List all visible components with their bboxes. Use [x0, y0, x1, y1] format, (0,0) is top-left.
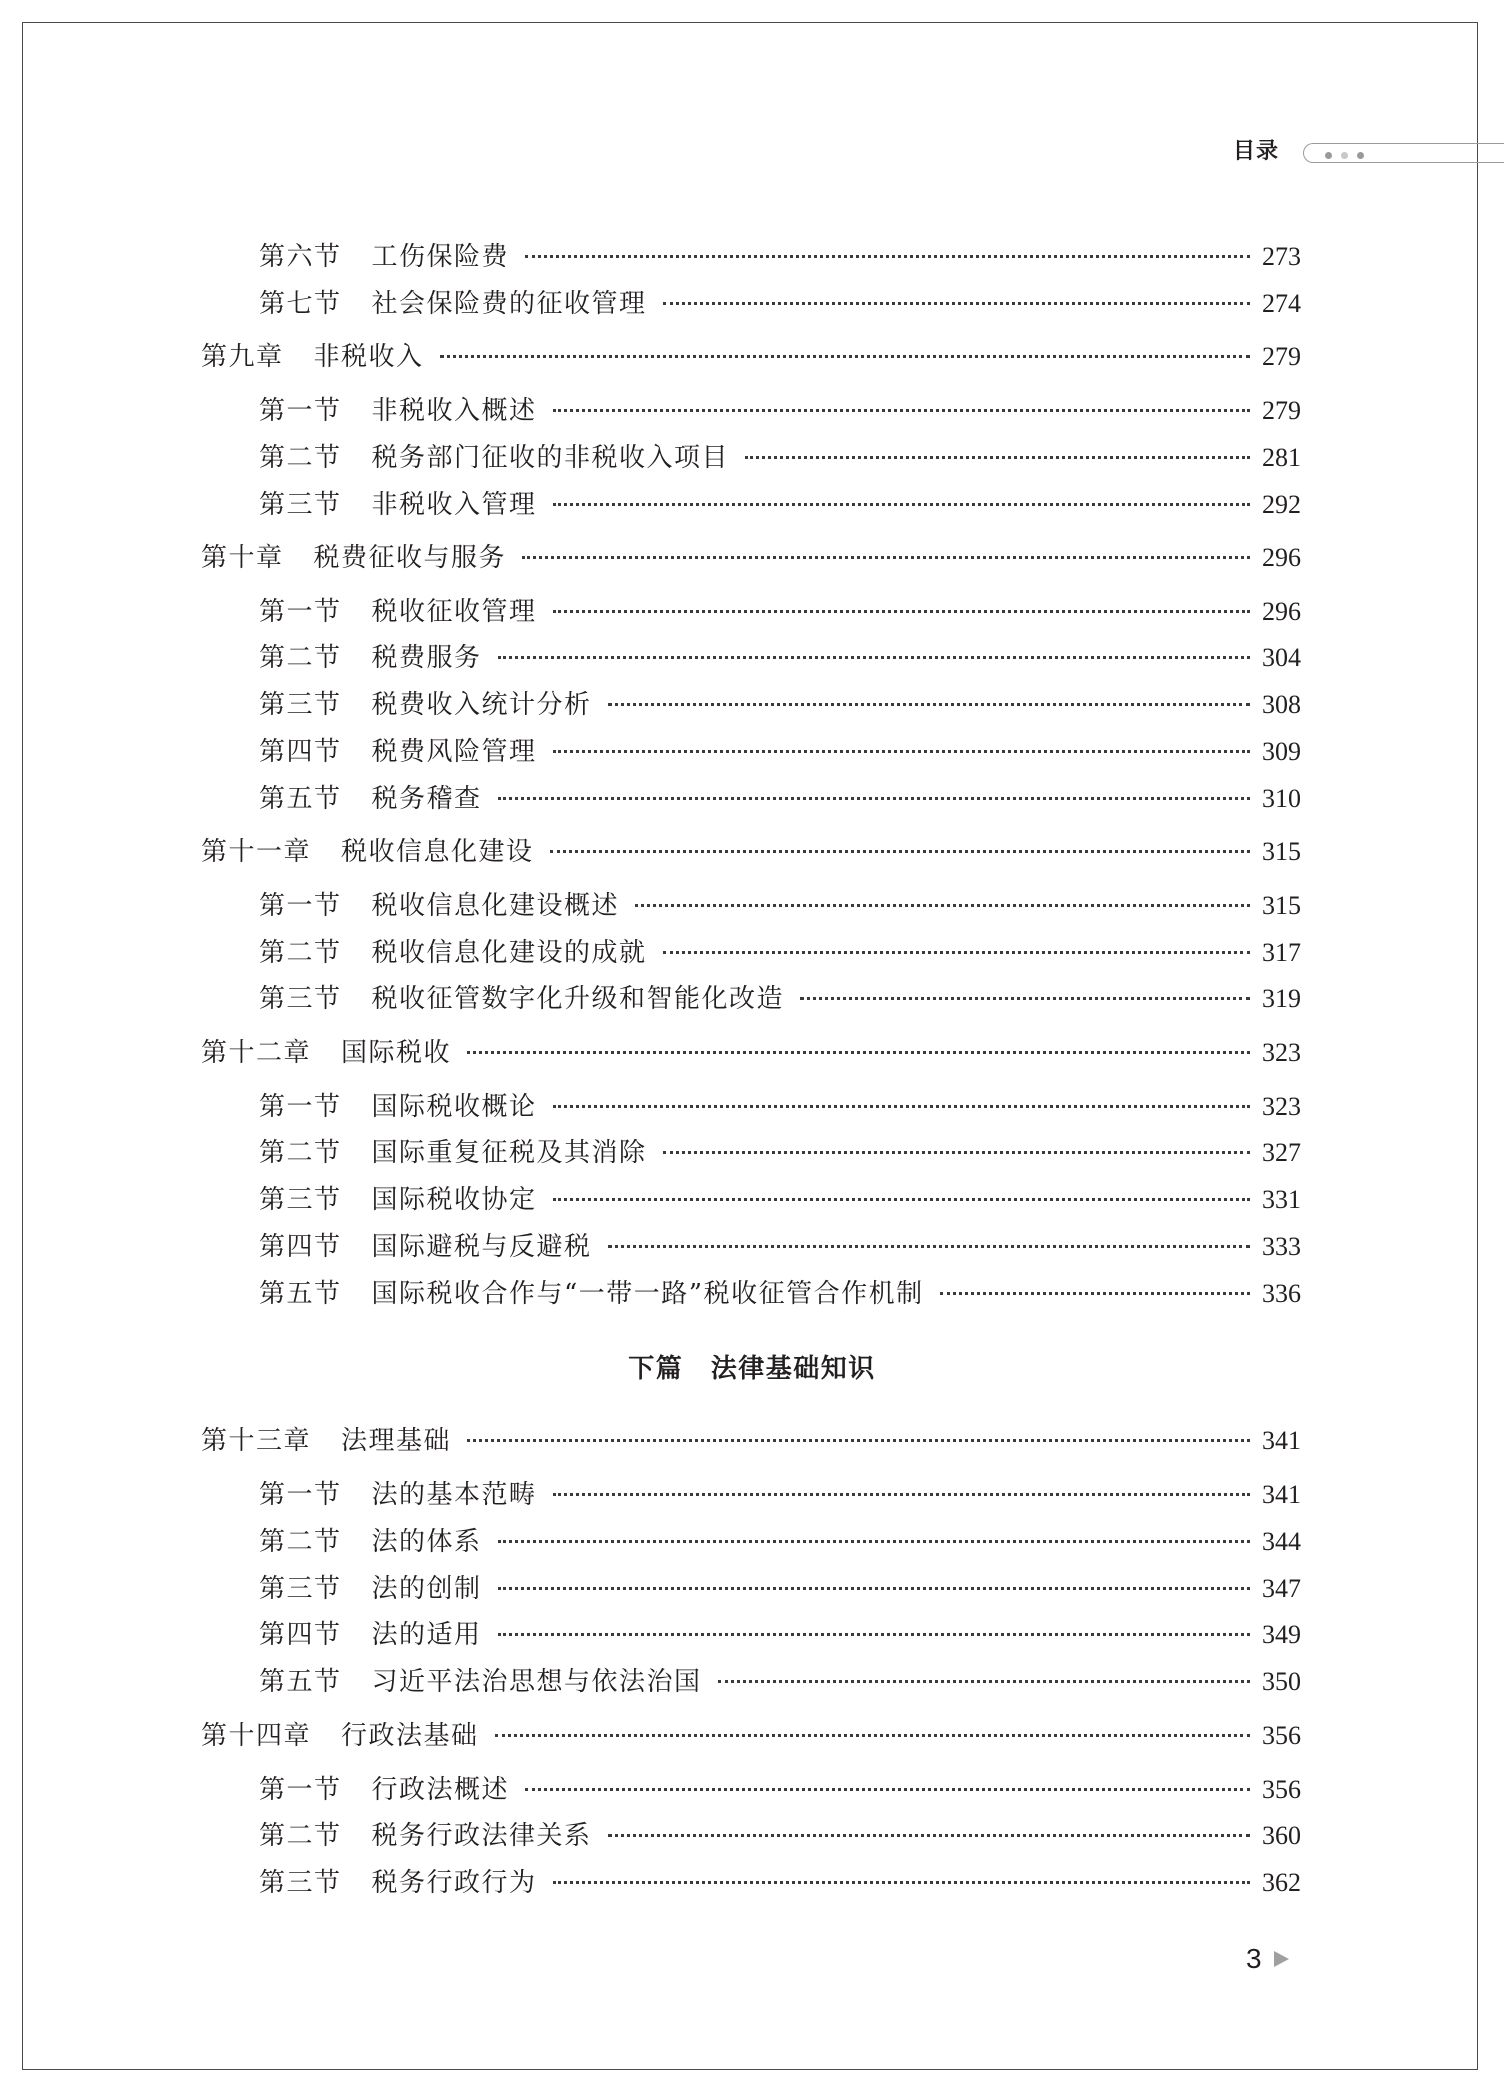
entry-label: [259, 888, 619, 924]
entry-page-number: 341: [1262, 1426, 1301, 1455]
entry-title: 税费风险管理: [371, 737, 537, 767]
entry-title: 国际税收: [341, 1038, 452, 1068]
entry-number: 第三节: [259, 1185, 342, 1215]
entry-page-number: 279: [1262, 342, 1301, 371]
entry-page-number: 347: [1262, 1574, 1301, 1603]
dot-leader: [498, 797, 1250, 800]
header-dot-icon: [1357, 152, 1364, 159]
entry-label: [259, 687, 592, 723]
entry-label: [259, 1089, 537, 1125]
entry-number: 第二节: [259, 1821, 342, 1851]
dot-leader: [608, 1834, 1250, 1837]
toc-section-entry[interactable]: [259, 594, 1301, 630]
entry-page-number: 333: [1262, 1232, 1301, 1261]
toc-section-entry[interactable]: [259, 1135, 1301, 1171]
entry-title: 税务部门征收的非税收入项目: [371, 443, 730, 473]
entry-title: 习近平法治思想与依法治国: [371, 1667, 702, 1697]
entry-title: 税务行政法律关系: [371, 1821, 592, 1851]
entry-number: 第十章: [201, 543, 284, 573]
toc-section-entry[interactable]: [259, 1182, 1301, 1218]
entry-page-number: 350: [1262, 1667, 1301, 1696]
header-dot-icon: [1325, 152, 1332, 159]
entry-number: 第四节: [259, 1232, 342, 1262]
entry-title: 法的体系: [371, 1527, 482, 1557]
toc-section-entry[interactable]: [259, 888, 1301, 924]
entry-number: 第一节: [259, 891, 342, 921]
entry-label: [259, 981, 784, 1017]
entry-number: 第五节: [259, 784, 342, 814]
dot-leader: [635, 904, 1250, 907]
entry-page-number: 323: [1262, 1092, 1301, 1121]
entry-number: 第六节: [259, 242, 342, 272]
entry-number: 第一节: [259, 1092, 342, 1122]
entry-number: 第三节: [259, 1868, 342, 1898]
entry-page-number: 292: [1262, 490, 1301, 519]
toc-section-entry[interactable]: [259, 981, 1301, 1017]
entry-title: 税收信息化建设概述: [371, 891, 620, 921]
entry-page-number: 279: [1262, 396, 1301, 425]
entry-title: 非税收入: [313, 342, 424, 372]
entry-label: [259, 640, 482, 676]
entry-number: 第九章: [201, 342, 284, 372]
entry-title: 国际重复征税及其消除: [371, 1138, 647, 1168]
entry-page-number: 309: [1262, 737, 1301, 766]
entry-title: 税务行政行为: [371, 1868, 537, 1898]
dot-leader: [495, 1734, 1250, 1737]
entry-label: [259, 286, 647, 322]
toc-section-entry[interactable]: [259, 781, 1301, 817]
entry-title: 税收征收管理: [371, 597, 537, 627]
entry-label: [201, 1035, 451, 1071]
entry-number: 第三节: [259, 1574, 342, 1604]
entry-page-number: 327: [1262, 1138, 1301, 1167]
entry-label: [259, 487, 537, 523]
toc-section-entry[interactable]: [259, 440, 1301, 476]
entry-number: 第十四章: [201, 1721, 312, 1751]
entry-number: 第二节: [259, 443, 342, 473]
dot-leader: [553, 610, 1250, 613]
entry-label: [259, 1276, 924, 1312]
entry-title: 税务稽查: [371, 784, 482, 814]
entry-page-number: 304: [1262, 643, 1301, 672]
toc-chapter-entry[interactable]: [201, 540, 1301, 576]
entry-label: [259, 1524, 482, 1560]
toc-section-entry[interactable]: [259, 286, 1301, 322]
entry-title: 法的基本范畴: [371, 1480, 537, 1510]
entry-title: 税费服务: [371, 643, 482, 673]
dot-leader: [553, 1881, 1250, 1884]
toc-section-entry[interactable]: [259, 1865, 1301, 1901]
entry-label: [259, 1818, 592, 1854]
toc-section-entry[interactable]: [259, 487, 1301, 523]
entry-page-number: 349: [1262, 1620, 1301, 1649]
entry-label: [259, 1477, 537, 1513]
entry-title: 工伤保险费: [371, 242, 510, 272]
entry-number: 第十一章: [201, 837, 312, 867]
dot-leader: [718, 1680, 1250, 1683]
toc-section-entry[interactable]: [259, 1617, 1301, 1653]
dot-leader: [553, 1198, 1250, 1201]
entry-label: [259, 935, 647, 971]
toc-section-entry[interactable]: [259, 239, 1301, 275]
dot-leader: [525, 1788, 1250, 1791]
entry-title: 国际避税与反避税: [371, 1232, 592, 1262]
entry-title: 行政法基础: [341, 1721, 479, 1751]
toc-section-entry[interactable]: [259, 935, 1301, 971]
entry-title: 法理基础: [341, 1426, 452, 1456]
dot-leader: [608, 1245, 1250, 1248]
entry-page-number: 296: [1262, 543, 1301, 572]
entry-page-number: 317: [1262, 938, 1301, 967]
entry-title: 税费征收与服务: [313, 543, 507, 573]
entry-label: [259, 1617, 482, 1653]
entry-label: [259, 239, 509, 275]
entry-page-number: 308: [1262, 690, 1301, 719]
next-arrow-icon: [1274, 1951, 1289, 1967]
entry-title: 行政法概述: [371, 1775, 510, 1805]
entry-label: [259, 1182, 537, 1218]
header-ornament: [1303, 143, 1504, 163]
entry-number: 第三节: [259, 984, 342, 1014]
entry-title: 国际税收概论: [371, 1092, 537, 1122]
entry-label: [201, 834, 534, 870]
dot-leader: [663, 951, 1250, 954]
dot-leader: [522, 556, 1250, 559]
toc-chapter-entry[interactable]: [201, 1423, 1301, 1459]
entry-label: [259, 1135, 647, 1171]
entry-page-number: 360: [1262, 1821, 1301, 1850]
toc-section-entry[interactable]: [259, 640, 1301, 676]
dot-leader: [940, 1292, 1250, 1295]
entry-page-number: 274: [1262, 289, 1301, 318]
entry-number: 第三节: [259, 690, 342, 720]
entry-page-number: 315: [1262, 891, 1301, 920]
entry-number: 第一节: [259, 1775, 342, 1805]
entry-label: [259, 1664, 702, 1700]
entry-title: 社会保险费的征收管理: [371, 289, 647, 319]
entry-number: 第二节: [259, 643, 342, 673]
toc-section-entry[interactable]: [259, 1664, 1301, 1700]
dot-leader: [498, 1587, 1250, 1590]
entry-page-number: 273: [1262, 242, 1301, 271]
entry-label: [201, 1423, 451, 1459]
entry-label: [259, 1772, 509, 1808]
entry-number: 第三节: [259, 490, 342, 520]
dot-leader: [440, 355, 1250, 358]
entry-page-number: 310: [1262, 784, 1301, 813]
dot-leader: [525, 255, 1250, 258]
entry-title: 税收征管数字化升级和智能化改造: [371, 984, 785, 1014]
part-title: 下篇 法律基础知识: [628, 1354, 876, 1384]
dot-leader: [608, 703, 1250, 706]
running-header: [1233, 137, 1504, 173]
toc-section-entry[interactable]: [259, 1571, 1301, 1607]
entry-label: [201, 339, 424, 375]
entry-page-number: 319: [1262, 984, 1301, 1013]
dot-leader: [498, 656, 1250, 659]
entry-number: 第五节: [259, 1279, 342, 1309]
toc-section-entry[interactable]: [259, 1772, 1301, 1808]
entry-number: 第四节: [259, 1620, 342, 1650]
toc-chapter-entry[interactable]: [201, 339, 1301, 375]
entry-label: [259, 440, 729, 476]
toc-section-entry[interactable]: [259, 1089, 1301, 1125]
dot-leader: [745, 456, 1250, 459]
entry-number: 第一节: [259, 396, 342, 426]
toc-section-entry[interactable]: [259, 1818, 1301, 1854]
entry-page-number: 315: [1262, 837, 1301, 866]
entry-title: 税费收入统计分析: [371, 690, 592, 720]
entry-page-number: 331: [1262, 1185, 1301, 1214]
entry-page-number: 362: [1262, 1868, 1301, 1897]
entry-number: 第十二章: [201, 1038, 312, 1068]
entry-title: 税收信息化建设的成就: [371, 938, 647, 968]
dot-leader: [553, 750, 1250, 753]
dot-leader: [553, 409, 1250, 412]
entry-title: 国际税收协定: [371, 1185, 537, 1215]
entry-label: [259, 594, 537, 630]
dot-leader: [467, 1439, 1250, 1442]
entry-number: 第二节: [259, 1527, 342, 1557]
header-title: 目录: [1233, 139, 1280, 164]
entry-page-number: 356: [1262, 1721, 1301, 1750]
entry-page-number: 344: [1262, 1527, 1301, 1556]
toc-section-entry[interactable]: [259, 1276, 1301, 1312]
entry-number: 第七节: [259, 289, 342, 319]
entry-title: 税收信息化建设: [341, 837, 534, 867]
entry-title: 法的创制: [371, 1574, 482, 1604]
entry-number: 第十三章: [201, 1426, 312, 1456]
dot-leader: [663, 302, 1250, 305]
entry-number: 第二节: [259, 1138, 342, 1168]
dot-leader: [553, 1105, 1250, 1108]
entry-label: [201, 1718, 479, 1754]
entry-label: [259, 734, 537, 770]
dot-leader: [498, 1633, 1250, 1636]
entry-title: 国际税收合作与“一带一路”税收征管合作机制: [371, 1279, 924, 1309]
entry-page-number: 281: [1262, 443, 1301, 472]
entry-label: [201, 540, 506, 576]
entry-label: [259, 1229, 592, 1265]
entry-page-number: 323: [1262, 1038, 1301, 1067]
entry-label: [259, 781, 482, 817]
dot-leader: [800, 997, 1250, 1000]
dot-leader: [553, 503, 1250, 506]
entry-label: [259, 1865, 537, 1901]
toc-section-entry[interactable]: [259, 1229, 1301, 1265]
entry-number: 第四节: [259, 737, 342, 767]
entry-page-number: 341: [1262, 1480, 1301, 1509]
dot-leader: [550, 850, 1250, 853]
entry-number: 第二节: [259, 938, 342, 968]
toc-chapter-entry[interactable]: [201, 1718, 1301, 1754]
entry-number: 第五节: [259, 1667, 342, 1697]
toc-section-entry[interactable]: [259, 687, 1301, 723]
entry-label: [259, 1571, 482, 1607]
entry-number: 第一节: [259, 1480, 342, 1510]
entry-page-number: 296: [1262, 597, 1301, 626]
entry-title: 非税收入概述: [371, 396, 537, 426]
entry-label: [259, 393, 537, 429]
dot-leader: [498, 1540, 1250, 1543]
dot-leader: [467, 1051, 1250, 1054]
header-dot-icon: [1341, 152, 1348, 159]
page-number: 3: [1246, 1943, 1262, 1974]
toc-section-entry[interactable]: [259, 393, 1301, 429]
toc-chapter-entry[interactable]: [201, 1035, 1301, 1071]
page-footer: [1246, 1941, 1289, 1977]
dot-leader: [553, 1493, 1250, 1496]
entry-page-number: 336: [1262, 1279, 1301, 1308]
toc-section-entry[interactable]: [259, 1524, 1301, 1560]
entry-title: 非税收入管理: [371, 490, 537, 520]
toc-section-entry[interactable]: [259, 1477, 1301, 1513]
toc-section-entry[interactable]: [259, 734, 1301, 770]
toc-chapter-entry[interactable]: [201, 834, 1301, 870]
entry-number: 第一节: [259, 597, 342, 627]
entry-page-number: 356: [1262, 1775, 1301, 1804]
dot-leader: [663, 1151, 1250, 1154]
entry-title: 法的适用: [371, 1620, 482, 1650]
